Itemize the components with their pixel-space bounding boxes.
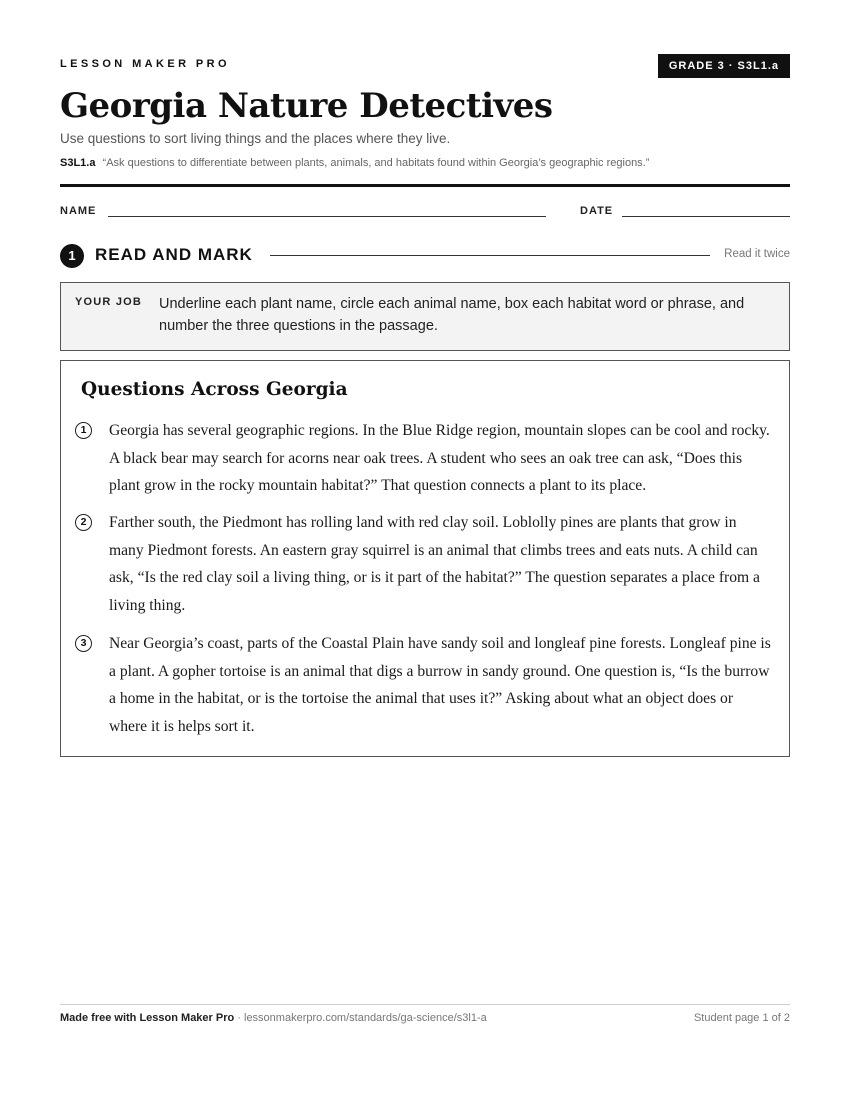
page-subtitle: Use questions to sort living things and the places where they live. [60, 131, 451, 146]
paragraph-number-badge: 2 [75, 514, 92, 531]
footer-page-number: Student page 1 of 2 [693, 1012, 790, 1024]
section-header [60, 243, 790, 269]
footer-made-with: Made free with Lesson Maker Pro [60, 1012, 235, 1024]
footer-separator: · [234, 1012, 244, 1024]
page-title: Georgia Nature Detectives [60, 86, 553, 126]
header-divider [60, 184, 790, 187]
instructions-text: Underline each plant name, circle each animal name, box each habitat word or phrase, and number the three questions in the passage. [159, 296, 745, 334]
section-divider [270, 255, 710, 256]
step-number-badge: 1 [60, 244, 84, 268]
paragraph-number-badge: 3 [75, 635, 92, 652]
paragraph-text: Near Georgia’s coast, parts of the Coastal Plain have sandy soil and longleaf pine forests. Longleaf pine is a plant. A gopher tortoise is an animal that digs a burrow in sandy ground. One question is, “Is the burrow a home in the habitat, or is the tortoise the animal that uses it?” Asking about what an object does or where it is helps sort it. [109, 635, 771, 735]
worksheet-page [60, 0, 790, 1100]
passage-title: Questions Across Georgia [81, 379, 348, 400]
date-label: DATE [580, 205, 614, 217]
standard-text: “Ask questions to differentiate between plants, animals, and habitats found within Georgia’s geographic regions.” [102, 157, 650, 169]
footer-divider [60, 1004, 790, 1005]
paragraph-text: Farther south, the Piedmont has rolling land with red clay soil. Loblolly pines are plants that grow in many Piedmont forests. An eastern gray squirrel is an animal that climbs trees and eats nuts. A child can ask, “Is the red clay soil a living thing, or is it part of the habitat?” The question separates a place from a living thing. [109, 514, 760, 614]
paragraph-number-badge: 1 [75, 422, 92, 439]
footer-url-link[interactable]: lessonmakerpro.com/standards/ga-science/s3l1-a [244, 1012, 487, 1024]
standard-line [60, 157, 649, 169]
brand-name: LESSON MAKER PRO [60, 58, 230, 70]
instructions-label: YOUR JOB [75, 296, 143, 308]
reading-passage [60, 360, 790, 757]
section-title: READ AND MARK [95, 245, 253, 264]
footer-credit [60, 1012, 487, 1024]
instructions-box [60, 282, 790, 351]
name-label: NAME [60, 205, 97, 217]
name-field[interactable] [108, 216, 546, 217]
date-field[interactable] [622, 216, 790, 217]
paragraph-text: Georgia has several geographic regions. In the Blue Ridge region, mountain slopes can be cool and rocky. A black bear may search for acorns near oak trees. A student who sees an oak tree can ask, “Does this plant grow in the rocky mountain habitat?” That question connects a plant to its place. [109, 422, 770, 495]
standard-code: S3L1.a [60, 157, 96, 169]
section-note: Read it twice [724, 248, 790, 260]
grade-badge: GRADE 3 · S3L1.a [658, 54, 790, 78]
